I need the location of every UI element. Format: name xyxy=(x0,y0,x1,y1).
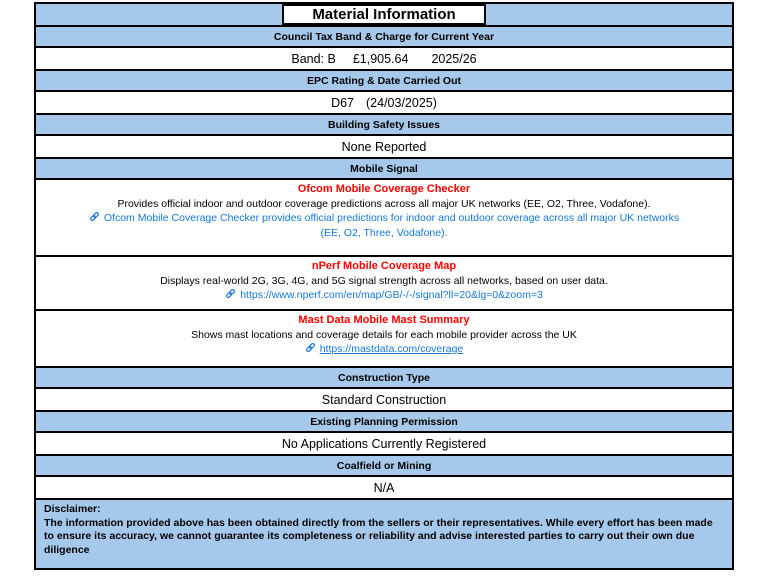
planning-permission-value: No Applications Currently Registered xyxy=(36,433,732,456)
link-icon xyxy=(89,211,100,226)
building-safety-value: None Reported xyxy=(36,136,732,159)
construction-type-value: Standard Construction xyxy=(36,389,732,412)
epc-date: (24/03/2025) xyxy=(366,95,437,110)
mastdata-coverage-link[interactable]: https://mastdata.com/coverage xyxy=(319,343,464,355)
council-tax-charge: £1,905.64 xyxy=(352,51,409,66)
mastdata-section-description: Shows mast locations and coverage details for each mobile provider across the UK xyxy=(191,329,577,341)
header-epc: EPC Rating & Date Carried Out xyxy=(36,71,732,92)
title-row xyxy=(36,4,732,27)
header-mobile-signal: Mobile Signal xyxy=(36,159,732,180)
header-council-tax: Council Tax Band & Charge for Current Year xyxy=(36,27,732,48)
mastdata-section-title: Mast Data Mobile Mast Summary xyxy=(298,314,470,326)
council-tax-band: Band: B xyxy=(291,51,336,66)
ofcom-section-description: Provides official indoor and outdoor coverage predictions across all major UK networks (EE, O2, Three, Vodafone). xyxy=(117,198,651,210)
nperf-section xyxy=(36,257,732,311)
ofcom-section-title: Ofcom Mobile Coverage Checker xyxy=(297,183,471,195)
disclaimer-text: The information provided above has been obtained directly from the sellers or their representatives. While every effort has been made to ensure its accuracy, we cannot guarantee its completeness or reliability and advise interested parties to carry out their own due diligence xyxy=(44,516,713,556)
ofcom-coverage-link[interactable]: Ofcom Mobile Coverage Checker provides official predictions for indoor and outdoor coverage across all major UK networks (EE, O2, Three, Vodafone). xyxy=(103,212,680,239)
header-construction-type: Construction Type xyxy=(36,368,732,389)
mastdata-link-line xyxy=(305,342,464,357)
header-building-safety: Building Safety Issues xyxy=(36,115,732,136)
disclaimer-section xyxy=(36,500,732,568)
material-information-table xyxy=(34,2,734,570)
disclaimer-label: Disclaimer: xyxy=(44,503,101,515)
link-icon xyxy=(305,342,316,357)
mastdata-section xyxy=(36,311,732,368)
council-tax-value xyxy=(36,48,732,71)
council-tax-year: 2025/26 xyxy=(431,51,477,66)
nperf-link-line xyxy=(225,288,543,303)
ofcom-link-line xyxy=(81,211,687,240)
nperf-map-link[interactable]: https://www.nperf.com/en/map/GB/-/-/signal?ll=20&lg=0&zoom=3 xyxy=(240,289,543,301)
link-icon xyxy=(225,288,236,303)
nperf-section-description: Displays real-world 2G, 3G, 4G, and 5G signal strength across all networks, based on user data. xyxy=(160,275,608,287)
epc-value xyxy=(36,92,732,115)
nperf-section-title: nPerf Mobile Coverage Map xyxy=(311,260,457,272)
header-planning-permission: Existing Planning Permission xyxy=(36,412,732,433)
epc-rating: D67 xyxy=(331,95,355,110)
page-title: Material Information xyxy=(282,4,485,25)
header-coalfield-mining: Coalfield or Mining xyxy=(36,456,732,477)
coalfield-mining-value: N/A xyxy=(36,477,732,500)
ofcom-section xyxy=(36,180,732,257)
